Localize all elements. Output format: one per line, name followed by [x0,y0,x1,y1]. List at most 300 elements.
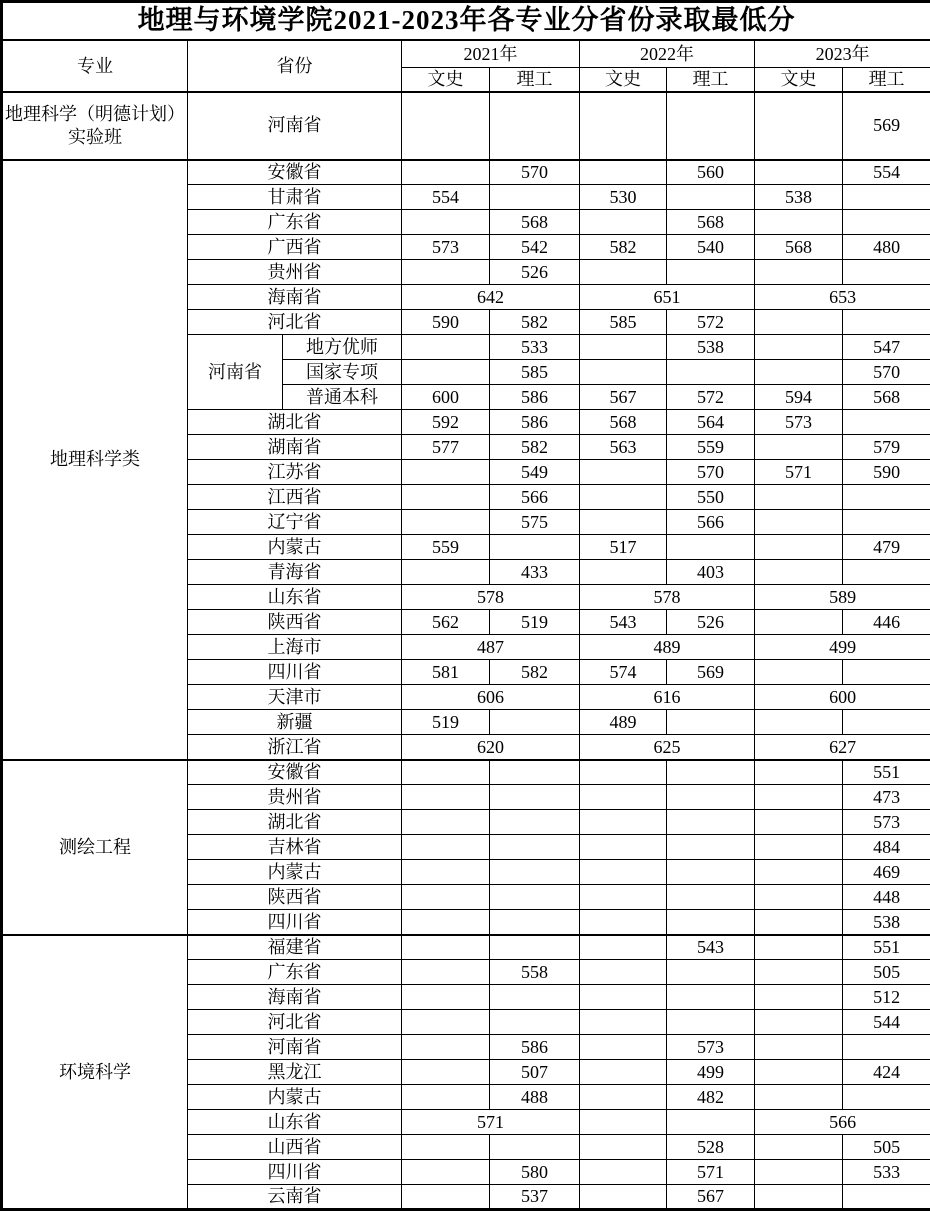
score-cell: 586 [490,385,580,410]
score-cell: 582 [490,435,580,460]
score-cell [402,335,490,360]
province-cell: 广东省 [188,210,402,235]
province-cell: 浙江省 [188,735,402,760]
score-cell: 473 [843,785,930,810]
column-header-2022-wenshi: 文史 [580,68,667,92]
score-cell: 562 [402,610,490,635]
score-cell [580,1160,667,1185]
score-cell [580,1010,667,1035]
province-cell: 新疆 [188,710,402,735]
score-cell [490,785,580,810]
score-cell [755,985,843,1010]
score-cell [667,360,755,385]
score-cell [580,910,667,935]
score-cell: 526 [490,260,580,285]
score-cell [402,1010,490,1035]
score-cell: 572 [667,310,755,335]
score-cell [667,535,755,560]
score-cell [402,210,490,235]
score-cell [755,710,843,735]
score-cell [580,335,667,360]
score-cell [755,835,843,860]
province-cell: 陕西省 [188,610,402,635]
score-cell: 568 [667,210,755,235]
score-cell [843,1085,930,1110]
score-cell: 540 [667,235,755,260]
score-cell: 642 [402,285,580,310]
score-cell: 567 [667,1185,755,1210]
score-cell: 479 [843,535,930,560]
score-cell [580,210,667,235]
table-row [2,935,930,960]
province-cell: 河北省 [188,1010,402,1035]
score-cell: 582 [490,310,580,335]
score-cell [402,910,490,935]
score-cell: 570 [490,160,580,185]
score-cell [843,485,930,510]
score-cell [755,910,843,935]
score-cell [755,335,843,360]
table-row [2,92,930,160]
score-cell: 512 [843,985,930,1010]
score-cell [755,660,843,685]
province-cell: 安徽省 [188,160,402,185]
score-cell: 530 [580,185,667,210]
score-cell [402,985,490,1010]
score-cell: 505 [843,1135,930,1160]
province-cell: 四川省 [188,660,402,685]
score-cell [755,160,843,185]
score-cell: 519 [402,710,490,735]
score-cell: 573 [843,810,930,835]
score-cell [580,1035,667,1060]
score-cell [490,92,580,160]
score-cell [402,560,490,585]
score-cell [402,510,490,535]
column-header-2021-wenshi: 文史 [402,68,490,92]
score-cell: 489 [580,710,667,735]
score-cell [580,960,667,985]
score-cell: 594 [755,385,843,410]
province-plan-cell: 地方优师 [283,335,402,360]
score-cell: 573 [402,235,490,260]
score-cell: 566 [490,485,580,510]
score-cell: 564 [667,410,755,435]
score-cell: 570 [843,360,930,385]
score-cell [402,485,490,510]
score-cell: 586 [490,410,580,435]
score-cell [667,92,755,160]
score-cell: 616 [580,685,755,710]
table-row [2,760,930,785]
score-cell [490,1135,580,1160]
score-cell [755,92,843,160]
score-cell [402,760,490,785]
province-cell: 广东省 [188,960,402,985]
province-cell: 山东省 [188,1110,402,1135]
score-cell [755,310,843,335]
score-cell [755,1135,843,1160]
province-cell: 安徽省 [188,760,402,785]
score-cell: 569 [667,660,755,685]
province-plan-cell: 普通本科 [283,385,402,410]
score-cell [580,785,667,810]
score-cell [402,835,490,860]
score-cell: 544 [843,1010,930,1035]
score-cell [843,260,930,285]
score-cell [843,1035,930,1060]
score-cell: 469 [843,860,930,885]
score-cell [755,435,843,460]
score-cell [580,260,667,285]
score-cell: 592 [402,410,490,435]
score-cell [490,860,580,885]
column-header-year-2022: 2022年 [580,40,755,68]
score-cell [402,1135,490,1160]
province-cell: 河南省 [188,335,283,410]
score-cell [755,1010,843,1035]
score-cell [402,1060,490,1085]
score-cell: 600 [402,385,490,410]
score-cell [580,160,667,185]
table-row [2,160,930,185]
score-cell [402,785,490,810]
score-cell [580,1060,667,1085]
province-cell: 内蒙古 [188,860,402,885]
major-cell: 地理科学（明德计划）实验班 [2,92,188,160]
score-cell: 563 [580,435,667,460]
province-cell: 贵州省 [188,785,402,810]
score-cell: 560 [667,160,755,185]
score-cell [843,310,930,335]
score-cell [402,1160,490,1185]
score-cell [755,260,843,285]
score-cell: 489 [580,635,755,660]
score-cell [580,985,667,1010]
province-cell: 吉林省 [188,835,402,860]
score-cell: 585 [490,360,580,385]
score-cell [755,785,843,810]
score-cell [490,535,580,560]
score-cell [755,360,843,385]
score-cell: 571 [755,460,843,485]
score-cell: 568 [580,410,667,435]
score-cell: 505 [843,960,930,985]
score-cell: 589 [755,585,930,610]
score-cell: 571 [667,1160,755,1185]
score-cell [490,985,580,1010]
score-cell [755,535,843,560]
score-cell: 600 [755,685,930,710]
score-cell: 568 [755,235,843,260]
province-cell: 海南省 [188,285,402,310]
score-cell [402,935,490,960]
score-cell [402,1085,490,1110]
score-cell [402,92,490,160]
score-cell: 533 [843,1160,930,1185]
score-cell [667,960,755,985]
score-cell [580,810,667,835]
province-cell: 湖南省 [188,435,402,460]
score-cell [667,260,755,285]
province-cell: 黑龙江 [188,1060,402,1085]
score-cell [402,360,490,385]
province-cell: 湖北省 [188,410,402,435]
score-cell [843,710,930,735]
province-cell: 天津市 [188,685,402,710]
score-cell: 580 [490,1160,580,1185]
score-cell [402,460,490,485]
score-cell [667,860,755,885]
score-cell: 573 [667,1035,755,1060]
score-cell: 403 [667,560,755,585]
score-cell [402,960,490,985]
score-cell: 590 [402,310,490,335]
score-cell: 620 [402,735,580,760]
score-cell: 606 [402,685,580,710]
score-cell [580,935,667,960]
score-cell [402,885,490,910]
score-cell: 484 [843,835,930,860]
score-cell [667,1110,755,1135]
score-cell [580,92,667,160]
score-cell [843,560,930,585]
score-cell [755,1160,843,1185]
major-cell: 环境科学 [2,935,188,1210]
score-cell: 653 [755,285,930,310]
score-cell [580,860,667,885]
score-cell [667,910,755,935]
score-cell [490,185,580,210]
score-cell [580,1110,667,1135]
score-cell: 577 [402,435,490,460]
header-row-years [2,40,930,68]
score-cell: 499 [667,1060,755,1085]
column-header-2023-ligong: 理工 [843,68,930,92]
score-cell: 547 [843,335,930,360]
score-cell [755,885,843,910]
column-header-year-2023: 2023年 [755,40,930,68]
score-cell [755,960,843,985]
province-cell: 贵州省 [188,260,402,285]
score-cell [667,810,755,835]
score-cell [402,160,490,185]
score-cell [843,185,930,210]
score-cell [490,1010,580,1035]
score-cell [843,510,930,535]
score-cell [580,485,667,510]
score-cell [843,410,930,435]
major-cell: 地理科学类 [2,160,188,760]
score-cell: 554 [843,160,930,185]
score-cell: 573 [755,410,843,435]
score-cell [755,1035,843,1060]
score-cell: 487 [402,635,580,660]
score-cell [755,935,843,960]
score-cell: 482 [667,1085,755,1110]
score-cell: 579 [843,435,930,460]
score-cell: 549 [490,460,580,485]
score-cell [490,910,580,935]
score-cell: 582 [580,235,667,260]
score-cell: 480 [843,235,930,260]
score-cell: 578 [402,585,580,610]
score-cell [580,885,667,910]
province-cell: 甘肃省 [188,185,402,210]
province-cell: 青海省 [188,560,402,585]
table-title-row [2,2,930,41]
score-cell [755,610,843,635]
score-cell [580,835,667,860]
score-cell [490,885,580,910]
province-cell: 江西省 [188,485,402,510]
score-cell: 558 [490,960,580,985]
score-cell [490,710,580,735]
score-cell: 538 [667,335,755,360]
score-cell [755,1060,843,1085]
score-cell: 550 [667,485,755,510]
score-cell: 533 [490,335,580,360]
score-cell: 517 [580,535,667,560]
score-cell: 446 [843,610,930,635]
score-cell: 568 [490,210,580,235]
score-cell: 528 [667,1135,755,1160]
score-cell [755,485,843,510]
score-cell [667,835,755,860]
province-cell: 海南省 [188,985,402,1010]
major-cell: 测绘工程 [2,760,188,935]
score-cell: 543 [580,610,667,635]
province-cell: 湖北省 [188,810,402,835]
score-cell [402,860,490,885]
score-cell [402,260,490,285]
score-cell: 582 [490,660,580,685]
score-cell [580,1135,667,1160]
province-plan-cell: 国家专项 [283,360,402,385]
score-cell [667,760,755,785]
score-cell: 559 [402,535,490,560]
score-cell [667,710,755,735]
score-cell: 507 [490,1060,580,1085]
province-cell: 河北省 [188,310,402,335]
province-cell: 云南省 [188,1185,402,1210]
province-cell: 江苏省 [188,460,402,485]
score-cell: 570 [667,460,755,485]
score-cell [490,935,580,960]
score-cell [580,560,667,585]
column-header-2023-wenshi: 文史 [755,68,843,92]
score-cell [755,510,843,535]
column-header-2022-ligong: 理工 [667,68,755,92]
province-cell: 河南省 [188,1035,402,1060]
province-cell: 广西省 [188,235,402,260]
score-cell: 488 [490,1085,580,1110]
score-cell [667,185,755,210]
score-cell: 586 [490,1035,580,1060]
score-cell [580,510,667,535]
score-cell: 575 [490,510,580,535]
score-cell: 537 [490,1185,580,1210]
score-cell: 499 [755,635,930,660]
score-cell [667,885,755,910]
score-cell [402,1035,490,1060]
score-cell: 448 [843,885,930,910]
province-cell: 上海市 [188,635,402,660]
score-cell: 538 [755,185,843,210]
score-cell [755,860,843,885]
score-cell: 551 [843,760,930,785]
score-cell: 566 [755,1110,930,1135]
score-cell: 551 [843,935,930,960]
column-header-year-2021: 2021年 [402,40,580,68]
score-cell [667,985,755,1010]
province-cell: 山东省 [188,585,402,610]
province-cell: 四川省 [188,910,402,935]
score-cell [755,560,843,585]
score-cell [490,835,580,860]
score-cell: 569 [843,92,930,160]
score-cell: 572 [667,385,755,410]
score-cell: 433 [490,560,580,585]
score-cell: 581 [402,660,490,685]
score-cell [402,810,490,835]
province-cell: 辽宁省 [188,510,402,535]
score-cell: 424 [843,1060,930,1085]
table-body [2,2,930,1210]
score-cell [580,1085,667,1110]
score-cell: 625 [580,735,755,760]
score-cell: 574 [580,660,667,685]
province-cell: 福建省 [188,935,402,960]
score-cell: 571 [402,1110,580,1135]
score-cell: 519 [490,610,580,635]
score-cell [580,760,667,785]
score-cell [490,760,580,785]
province-cell: 内蒙古 [188,1085,402,1110]
score-cell: 543 [667,935,755,960]
score-cell: 568 [843,385,930,410]
score-cell [755,210,843,235]
score-cell [580,460,667,485]
score-cell [843,210,930,235]
score-cell: 542 [490,235,580,260]
province-cell: 陕西省 [188,885,402,910]
score-cell: 567 [580,385,667,410]
score-cell: 627 [755,735,930,760]
score-cell [580,360,667,385]
score-cell: 559 [667,435,755,460]
score-cell [755,760,843,785]
province-cell: 河南省 [188,92,402,160]
score-cell [667,1010,755,1035]
score-cell: 585 [580,310,667,335]
score-cell: 538 [843,910,930,935]
province-cell: 内蒙古 [188,535,402,560]
column-header-province: 省份 [188,40,402,92]
score-cell [667,785,755,810]
score-cell: 566 [667,510,755,535]
score-cell: 651 [580,285,755,310]
score-cell [755,1085,843,1110]
score-cell: 526 [667,610,755,635]
province-cell: 四川省 [188,1160,402,1185]
page-title: 地理与环境学院2021-2023年各专业分省份录取最低分 [2,2,930,41]
column-header-2021-ligong: 理工 [490,68,580,92]
province-cell: 山西省 [188,1135,402,1160]
score-cell: 554 [402,185,490,210]
column-header-major: 专业 [2,40,188,92]
score-cell: 590 [843,460,930,485]
